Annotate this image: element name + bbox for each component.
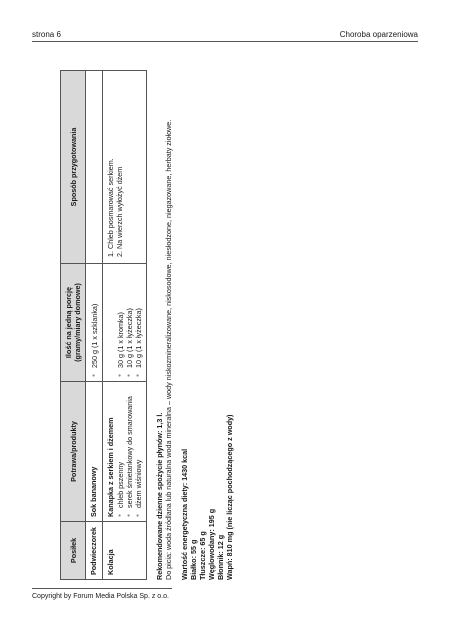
fiber-value: Błonnik: 12 g: [216, 534, 225, 580]
amount-cell: [103, 264, 147, 382]
fat-value: Tłuszcze: 65 g: [198, 531, 207, 580]
dish-title: Kanapka z serkiem i dżemem: [106, 417, 115, 517]
column-header-preparation: Sposób przygotowania: [61, 71, 86, 264]
preparation-step: 1. Chleb posmarować serkiem.: [106, 75, 115, 249]
column-header-amount: Ilość na jedną porcję (gramy/miary domowe): [61, 264, 86, 382]
dish-cell: [86, 382, 103, 522]
amount-item: ● 30 g (1 x kromka): [116, 268, 125, 377]
page-number: strona 6: [32, 30, 61, 39]
dish-cell: [103, 382, 147, 522]
meal-name: Kolacja: [103, 522, 147, 580]
fluid-recommendation: [155, 70, 173, 580]
carbs-value: Węglowodany: 195 g: [207, 508, 216, 580]
amount-item: ● 250 g (1 x szklanka): [90, 268, 99, 377]
ingredient-item: ● chleb pszenny: [116, 386, 125, 517]
ingredient-item: ● serek śmietankowy do smarowania: [125, 386, 134, 517]
preparation-cell: [103, 71, 147, 264]
preparation-cell: [86, 71, 103, 264]
nutrition-summary: [180, 70, 234, 580]
table-row: [86, 71, 103, 580]
header-divider: [32, 41, 418, 42]
meal-plan-table: [60, 70, 147, 580]
fluid-label: Rekomendowane dzienne spożycie płynów: 1,3 l.: [155, 412, 164, 580]
amount-item: ● 10 g (1 x łyżeczka): [134, 268, 143, 377]
table-row: [103, 71, 147, 580]
table-header-row: [61, 71, 86, 580]
document-title: Choroba oparzeniowa: [339, 30, 418, 39]
protein-value: Białko: 55 g: [189, 539, 198, 580]
footer-divider: [32, 588, 172, 589]
calcium-value: Wapń: 810 mg (nie licząc pochodzącego z wody): [225, 414, 234, 580]
preparation-step: 2. Na wierzch wyłożyć dżem: [115, 75, 124, 249]
column-header-meal: Posiłek: [61, 522, 86, 580]
fluid-text: Do picia: woda źródlana lub naturalna woda mineralna – wody niskozmineralizowane, niskosodowe, niesłodzone, niegazowane, herbaty ziołowe.: [164, 119, 173, 580]
meal-name: Podwieczorek: [86, 522, 103, 580]
amount-cell: [86, 264, 103, 382]
dish-title: Sok bananowy: [89, 466, 98, 517]
amount-item: ● 10 g (1 x łyżeczka): [125, 268, 134, 377]
ingredient-item: ● dżem wiśniowy: [134, 386, 143, 517]
energy-value: Wartość energetyczna diety: 1430 kcal: [180, 448, 189, 580]
copyright-text: Copyright by Forum Media Polska Sp. z o.o.: [32, 593, 169, 600]
column-header-dish: Potrawa/produkty: [61, 382, 86, 522]
rotated-content: [60, 70, 365, 580]
